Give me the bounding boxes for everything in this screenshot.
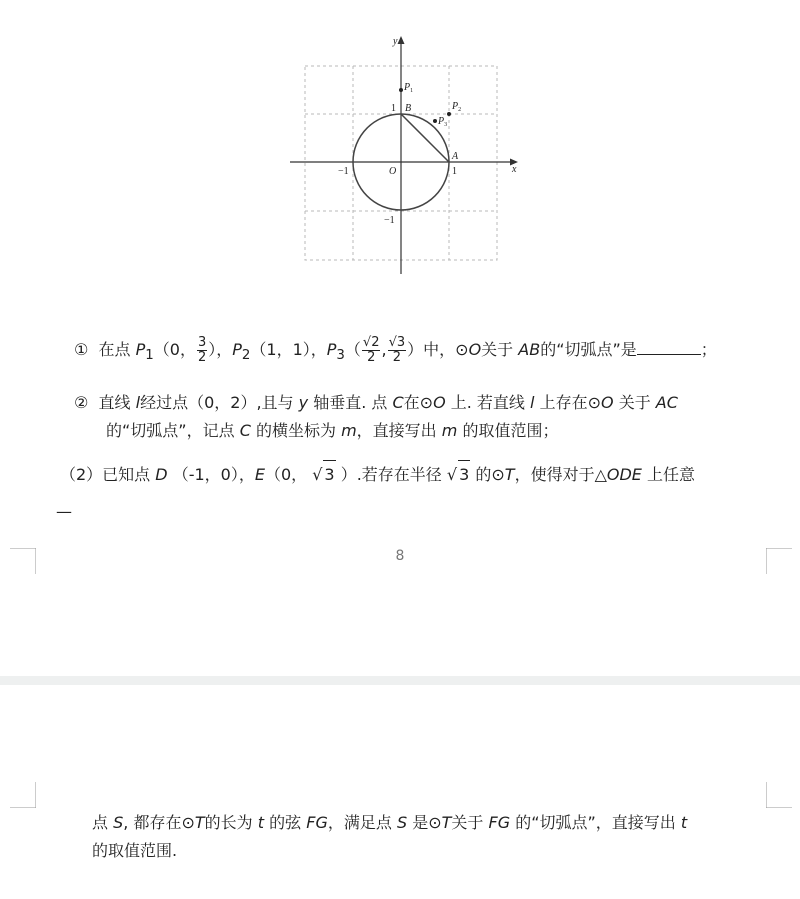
text: 的“切弧点”，直接写出 — [515, 813, 676, 832]
origin-label: O — [389, 166, 397, 177]
point-C: C — [239, 421, 251, 440]
page-2-line-1 — [92, 809, 687, 837]
point-E: E — [254, 465, 265, 484]
text: , 都存在⊙ — [123, 813, 195, 832]
circle-T: T — [194, 813, 205, 832]
fraction-3-2: $\frac{3}{2}$ — [197, 335, 207, 365]
question-2-line-1 — [74, 389, 678, 417]
answer-blank[interactable] — [637, 338, 701, 355]
line-l: l — [530, 393, 535, 412]
text: （0， — [153, 340, 196, 359]
circle-T: T — [441, 813, 452, 832]
text: — — [56, 502, 72, 521]
tick-label-neg1-y: −1 — [384, 215, 395, 226]
text: 的弦 — [269, 813, 302, 832]
point-A-label: A — [452, 151, 459, 162]
text: 是⊙ — [412, 813, 442, 832]
text: 的长为 — [204, 813, 253, 832]
text: 的⊙ — [475, 465, 505, 484]
text: （0， — [264, 465, 308, 484]
question-2-line-2 — [106, 417, 558, 445]
point-P2: P — [232, 340, 242, 359]
circle-T: T — [504, 465, 515, 484]
subscript: 2 — [241, 348, 251, 364]
page-2-line-2 — [92, 837, 177, 865]
sqrt-3: 3 — [323, 460, 335, 489]
text: 直线 — [98, 393, 131, 412]
continuation-dash — [56, 498, 72, 526]
chord-AC: AC — [655, 393, 678, 412]
variable-m: m — [341, 421, 357, 440]
subscript: 1 — [145, 348, 154, 364]
page-corner-top-left — [10, 782, 36, 808]
point-P1-dot — [399, 88, 403, 92]
point-B-label: B — [405, 103, 412, 114]
page-corner-top-right — [766, 782, 792, 808]
text: ）中， — [407, 340, 456, 359]
point-P3-label: $P_3$ — [438, 116, 448, 128]
text: ，使得对于△ — [514, 465, 607, 484]
text: 在⊙ — [403, 393, 434, 412]
point-S: S — [113, 813, 124, 832]
text: 上. 若直线 — [450, 393, 525, 412]
text: （2）已知点 — [60, 465, 151, 484]
question-2-marker: ② — [74, 393, 89, 412]
text: 的取值范围； — [462, 421, 559, 440]
text: 关于 — [451, 813, 484, 832]
fraction-root3-2: $\frac{√3}{2}$ — [388, 335, 406, 365]
y-axis-label: y — [393, 36, 398, 47]
text: 的横坐标为 — [255, 421, 336, 440]
sqrt-3: 3 — [458, 460, 470, 489]
text: ； — [700, 340, 717, 359]
tick-label-1-y: 1 — [391, 103, 396, 114]
chord-FG: FG — [306, 813, 328, 832]
line-l: l — [135, 393, 141, 412]
circle-O: O — [601, 393, 614, 412]
text: 关于 — [618, 393, 651, 412]
variable-t: t — [680, 813, 688, 832]
fraction-root2-2: $\frac{√2}{2}$ — [362, 335, 380, 365]
text: 点 — [92, 813, 109, 832]
text: 的取值范围. — [92, 841, 178, 860]
text: ）.若存在半径 — [340, 465, 442, 484]
circle-O: O — [433, 393, 446, 412]
point-P1-label: $P_1$ — [404, 82, 414, 94]
text: （1，1）， — [250, 340, 327, 359]
variable-t: t — [257, 813, 265, 832]
text: 上任意 — [647, 465, 696, 484]
text: 轴垂直. 点 — [313, 393, 388, 412]
text: 在点 — [98, 340, 131, 359]
page-2 — [0, 685, 800, 899]
coordinate-figure — [282, 30, 522, 280]
point-P1: P — [135, 340, 146, 359]
text: 的“切弧点”，记点 — [106, 421, 235, 440]
text: , — [381, 340, 387, 359]
question-1-marker: ① — [74, 340, 89, 359]
circle-symbol: ⊙ — [455, 340, 469, 359]
question-1-line — [74, 336, 717, 370]
text: ，直接写出 — [356, 421, 437, 440]
point-P2-dot — [447, 112, 451, 116]
text: 的“切弧点”是 — [540, 340, 637, 359]
text: ，满足点 — [327, 813, 392, 832]
point-S: S — [396, 813, 408, 832]
point-C: C — [392, 393, 404, 412]
x-axis-label: x — [512, 164, 517, 175]
axis-y: y — [298, 393, 309, 412]
chord-FG: FG — [488, 813, 511, 832]
chord-AB: AB — [518, 340, 541, 359]
text: （ — [344, 340, 361, 359]
point-D: D — [155, 465, 168, 484]
subscript: 3 — [336, 348, 345, 364]
tick-label-1-x: 1 — [452, 166, 457, 177]
page-separator — [0, 676, 800, 685]
circle-O: O — [468, 340, 482, 359]
point-P3-dot — [433, 119, 437, 123]
point-P2-label: $P_2$ — [452, 101, 462, 113]
point-P3: P — [326, 340, 337, 359]
text: 经过点（0，2）,且与 — [140, 393, 294, 412]
text: ）， — [208, 340, 233, 359]
page-number: 8 — [395, 548, 405, 564]
variable-m: m — [441, 421, 458, 440]
part-2-line: （2）已知点 D （-1，0），E（0， √ 3 ）.若存在半径 √ 3 的⊙T，使得对于△ODE 上任意 — [60, 460, 695, 489]
text: 上存在⊙ — [539, 393, 601, 412]
text: （-1，0）， — [172, 465, 255, 484]
tick-label-neg1-x: −1 — [338, 166, 349, 177]
text: 关于 — [481, 340, 514, 359]
triangle-ODE: ODE — [606, 465, 642, 484]
y-axis-arrow — [398, 36, 405, 44]
